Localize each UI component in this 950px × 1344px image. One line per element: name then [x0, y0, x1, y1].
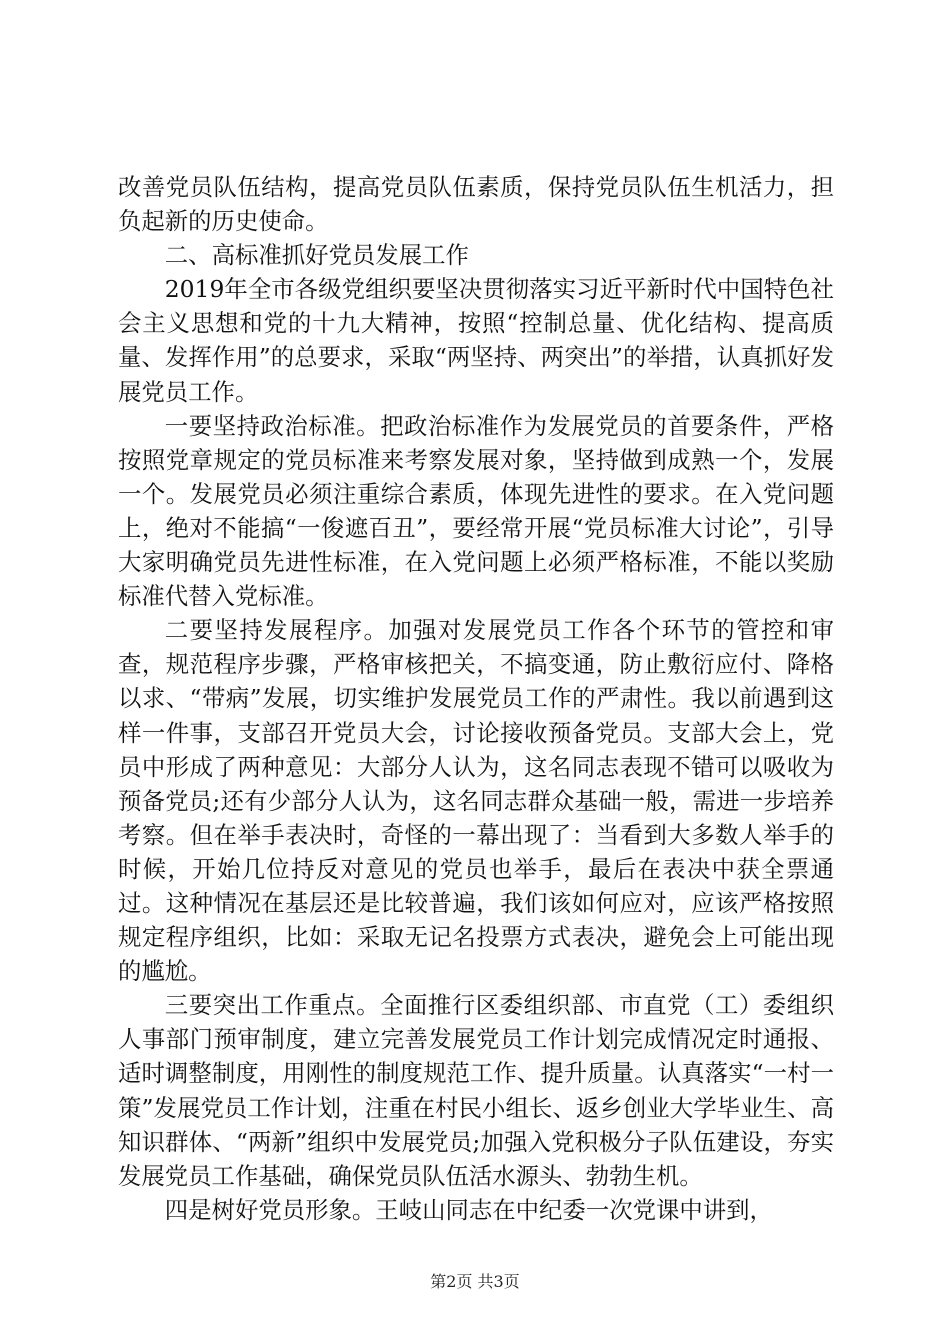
paragraph-6: 三要突出工作重点。全面推行区委组织部、市直党（工）委组织人事部门预审制度，建立完善发展党员工作计划完成情况定时通报、适时调整制度，用刚性的制度规范工作、提升质量。认真落实“一村一策”发展党员工作计划，注重在村民小组长、返乡创业大学毕业生、高知识群体、“两新”组织中发展党员;加强入党积极分子队伍建设，夯实发展党员工作基础，确保党员队伍活水源头、勃勃生机。 — [118, 991, 834, 1190]
paragraph-5: 二要坚持发展程序。加强对发展党员工作各个环节的管控和审查，规范程序步骤，严格审核把关，不搞变通，防止敷衍应付、降格以求、“带病”发展，切实维护发展党员工作的严肃性。我以前遇到这样一件事，支部召开党员大会，讨论接收预备党员。支部大会上，党员中形成了两种意见：大部分人认为，这名同志表现不错可以吸收为预备党员;还有少部分人认为，这名同志群众基础一般，需进一步培养考察。但在举手表决时，奇怪的一幕出现了：当看到大多数人举手的时候，开始几位持反对意见的党员也举手，最后在表决中获全票通过。这种情况在基层还是比较普遍，我们该如何应对，应该严格按照规定程序组织，比如：采取无记名投票方式表决，避免会上可能出现的尴尬。 — [118, 616, 834, 986]
paragraph-4: 一要坚持政治标准。把政治标准作为发展党员的首要条件，严格按照党章规定的党员标准来考察发展对象，坚持做到成熟一个，发展一个。发展党员必须注重综合素质，体现先进性的要求。在入党问题上，绝对不能搞“一俊遮百丑”，要经常开展“党员标准大讨论”，引导大家明确党员先进性标准，在入党问题上必须严格标准，不能以奖励标准代替入党标准。 — [118, 411, 834, 611]
paragraph-7: 四是树好党员形象。王岐山同志在中纪委一次党课中讲到， — [164, 1195, 773, 1224]
section-heading: 二、高标准抓好党员发展工作 — [164, 241, 469, 270]
paragraph-1: 改善党员队伍结构，提高党员队伍素质，保持党员队伍生机活力，担负起新的历史使命。 — [118, 173, 834, 236]
page-number-footer: 第2页 共3页 — [430, 1272, 520, 1291]
paragraph-3: 2019年全市各级党组织要坚决贯彻落实习近平新时代中国特色社会主义思想和党的十九大精神，按照“控制总量、优化结构、提高质量、发挥作用”的总要求，采取“两坚持、两突出”的举措，认真抓好发展党员工作。 — [118, 275, 834, 406]
document-body — [118, 170, 834, 1227]
